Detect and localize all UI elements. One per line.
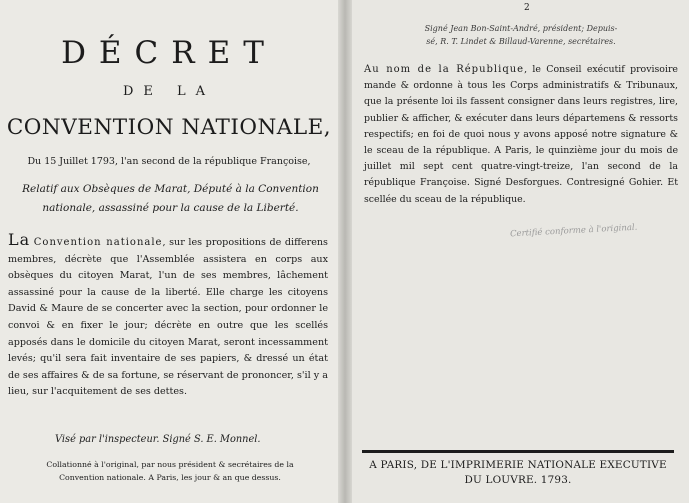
- imprint-rule: [362, 450, 674, 453]
- decree-subject-line: Relatif aux Obsèques de Marat, Député à la Convention: [22, 183, 319, 195]
- page-number: 2: [524, 3, 530, 13]
- inspector-signature: Visé par l'inspecteur. Signé S. E. Monnel.: [55, 434, 261, 445]
- decree-body: [8, 232, 328, 401]
- signers-block: [362, 22, 680, 48]
- date-line: Du 15 Juillet 1793, l'an second de la république Françoise,: [27, 156, 311, 167]
- certification-stamp: Certifié conforme à l'original.: [509, 222, 638, 240]
- document-subtitle: DE LA: [122, 84, 216, 99]
- printer-imprint: [362, 458, 674, 488]
- proclamation-smallcaps: Au nom de la République: [364, 64, 525, 75]
- collation-line: Collationné à l'original, par nous président & secrétaires de la: [46, 460, 294, 469]
- proclamation-text: , le Conseil exécutif provisoire mande & ordonne à tous les Corps administratifs & Tribunaux, que la présente loi ils fassent consigner dans leurs registres, lire, publier & afficher, & exécuter dans leurs départemens & ressorts respectifs; en foi de quoi nous y avons apposé notre signature & le sceau de la république. A Paris, le quinzième jour du mois de juillet mil sept cent quatre-vingt-treize, l'an second de la république Françoise. Signé Desforgues. Contresigné Gohier. Et scellée du sceau de la république.: [364, 64, 678, 205]
- signers-line: Signé Jean Bon-Saint-André, président; Depuis-: [424, 24, 618, 33]
- convention-heading: CONVENTION NATIONALE,: [6, 115, 332, 140]
- body-smallcaps: Convention nationale: [33, 237, 163, 248]
- decree-subject-line: nationale, assassiné pour la cause de la Liberté.: [42, 202, 299, 214]
- imprint-line: A PARIS, DE L'IMPRIMERIE NATIONALE EXECUTIVE: [369, 459, 667, 471]
- proclamation-body: [364, 62, 678, 208]
- imprint-line: DU LOUVRE. 1793.: [464, 474, 572, 486]
- body-dropcap: La: [8, 230, 31, 249]
- collation-note: [20, 458, 320, 484]
- decree-subject: [18, 180, 323, 218]
- signers-line: sé, R. T. Lindet & Billaud-Varenne, secrétaires.: [426, 37, 616, 46]
- left-page: [0, 0, 338, 503]
- collation-line: Convention nationale. A Paris, les jour & an que dessus.: [59, 473, 281, 482]
- document-title: DÉCRET: [61, 35, 277, 71]
- book-gutter: [338, 0, 352, 503]
- body-text: , sur les propositions de differens membres, décrète que l'Assemblée assistera en corps aux obsèques du citoyen Marat, l'un de ses membres, lâchement assassiné pour la cause de la liberté. Elle charge les citoyens David & Maure de se concerter avec la section, pour ordonner le convoi & en fixer le jour; décrète en outre que les scellés apposés dans le domicile du citoyen Marat, seront incessamment levés; qu'il sera fait inventaire de ses papiers, & dressé un état de ses affaires & de sa fortune, se réservant de prononcer, s'il y a lieu, sur l'acquitement de ses dettes.: [8, 237, 328, 398]
